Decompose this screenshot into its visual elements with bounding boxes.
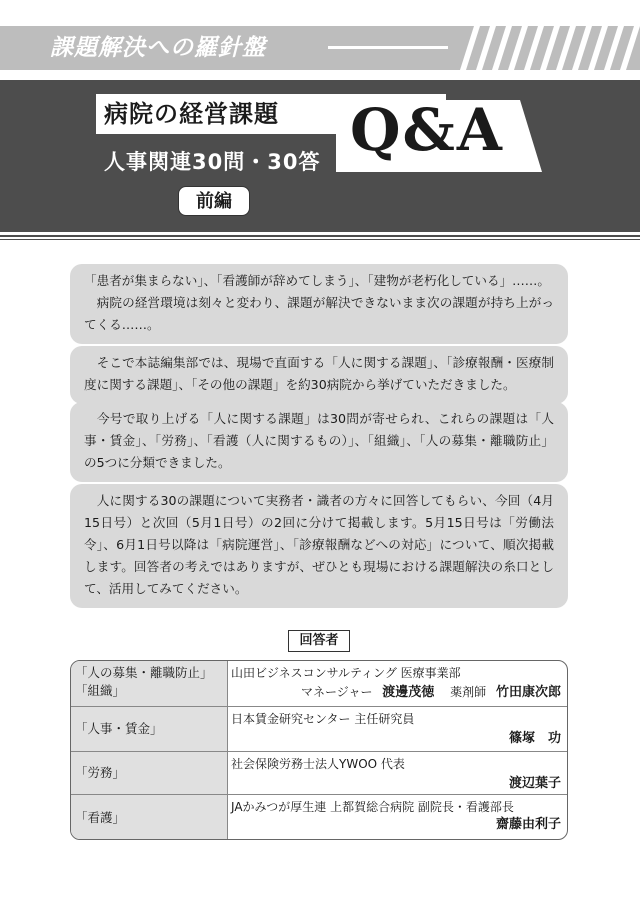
respondent-org: 山田ビジネスコンサルティング 医療事業部 — [231, 666, 461, 680]
intro-box-2 — [70, 346, 568, 404]
respondent-org: JAかみつが厚生連 上都賀総合病院 副院長・看護部長 — [231, 800, 514, 814]
respondent-category — [71, 661, 227, 706]
respondent-row — [71, 661, 568, 706]
series-band — [0, 26, 640, 70]
respondent-info — [231, 707, 561, 751]
intro-paragraph: 人に関する30の課題について実務者・識者の方々に回答してもらい、今回（4月15日号）と次回（5月1日号）の2回に分けて掲載します。5月15日号は「労働法令」、6月1日号以降は「病院運営」、「診療報酬などへの対応」について、順次掲載します。回答者の考えではありますが、ぜひとも現場における課題解決の糸口として、活用してみてください。 — [84, 493, 554, 596]
respondent-name: 竹田康次郎 — [495, 685, 561, 700]
respondent-row — [71, 795, 568, 840]
series-title: 課題解決への羅針盤 — [50, 35, 266, 61]
part-badge: 前編 — [178, 186, 250, 216]
diagonal-stripes-decoration — [450, 26, 640, 70]
respondent-names — [231, 815, 561, 834]
intro-box-3 — [70, 402, 568, 482]
respondent-name: 齋藤由利子 — [495, 817, 561, 832]
subtitle: 人事関連30問・30答 — [104, 150, 321, 174]
header-underline — [0, 235, 640, 237]
respondent-names — [231, 683, 561, 702]
intro-box-1 — [70, 264, 568, 344]
respondent-names — [231, 729, 561, 748]
respondents-heading: 回答者 — [288, 630, 350, 652]
series-rule — [328, 46, 448, 49]
respondent-info — [231, 752, 561, 794]
respondent-role: マネージャー — [300, 685, 373, 699]
column-divider — [227, 661, 228, 840]
intro-box-4 — [70, 484, 568, 608]
respondent-row — [71, 707, 568, 751]
intro-paragraph: 病院の経営環境は刻々と変わり、課題が解決できないまま次の課題が持ち上がってくる……。 — [84, 295, 554, 332]
intro-paragraph: 「患者が集まらない」、「看護師が辞めてしまう」、「建物が老朽化している」……。 — [84, 273, 550, 288]
respondent-name: 渡辺葉子 — [508, 776, 561, 791]
category-line: 「人の募集・離職防止」 — [75, 665, 213, 680]
respondent-names — [231, 774, 561, 793]
respondent-category: 「労務」 — [71, 752, 227, 794]
qa-title: Q&A — [350, 96, 504, 164]
respondent-org: 日本賃金研究センター 主任研究員 — [231, 712, 415, 726]
respondent-name: 篠塚 功 — [508, 731, 561, 746]
respondent-row — [71, 752, 568, 794]
main-title: 病院の経営課題 — [104, 100, 279, 128]
intro-paragraph: 今号で取り上げる「人に関する課題」は30問が寄せられ、これらの課題は「人事・賃金」、「労務」、「看護（人に関するもの）」、「組織」、「人の募集・離職防止」の5つに分類できました。 — [84, 411, 554, 470]
respondent-name: 渡邊茂徳 — [382, 685, 435, 700]
intro-paragraph: そこで本誌編集部では、現場で直面する「人に関する課題」、「診療報酬・医療制度に関する課題」、「その他の課題」を約30病院から挙げていただきました。 — [84, 355, 554, 392]
respondent-category: 「看護」 — [71, 795, 227, 840]
header-underline-thin — [0, 239, 640, 240]
respondent-info — [231, 795, 561, 840]
respondent-role: 薬剤師 — [450, 685, 487, 699]
respondent-category: 「人事・賃金」 — [71, 707, 227, 751]
respondents-table — [70, 660, 568, 840]
category-line: 「組織」 — [75, 683, 126, 698]
respondent-info — [231, 661, 561, 706]
respondent-org: 社会保険労務士法人YWOO 代表 — [231, 757, 405, 771]
